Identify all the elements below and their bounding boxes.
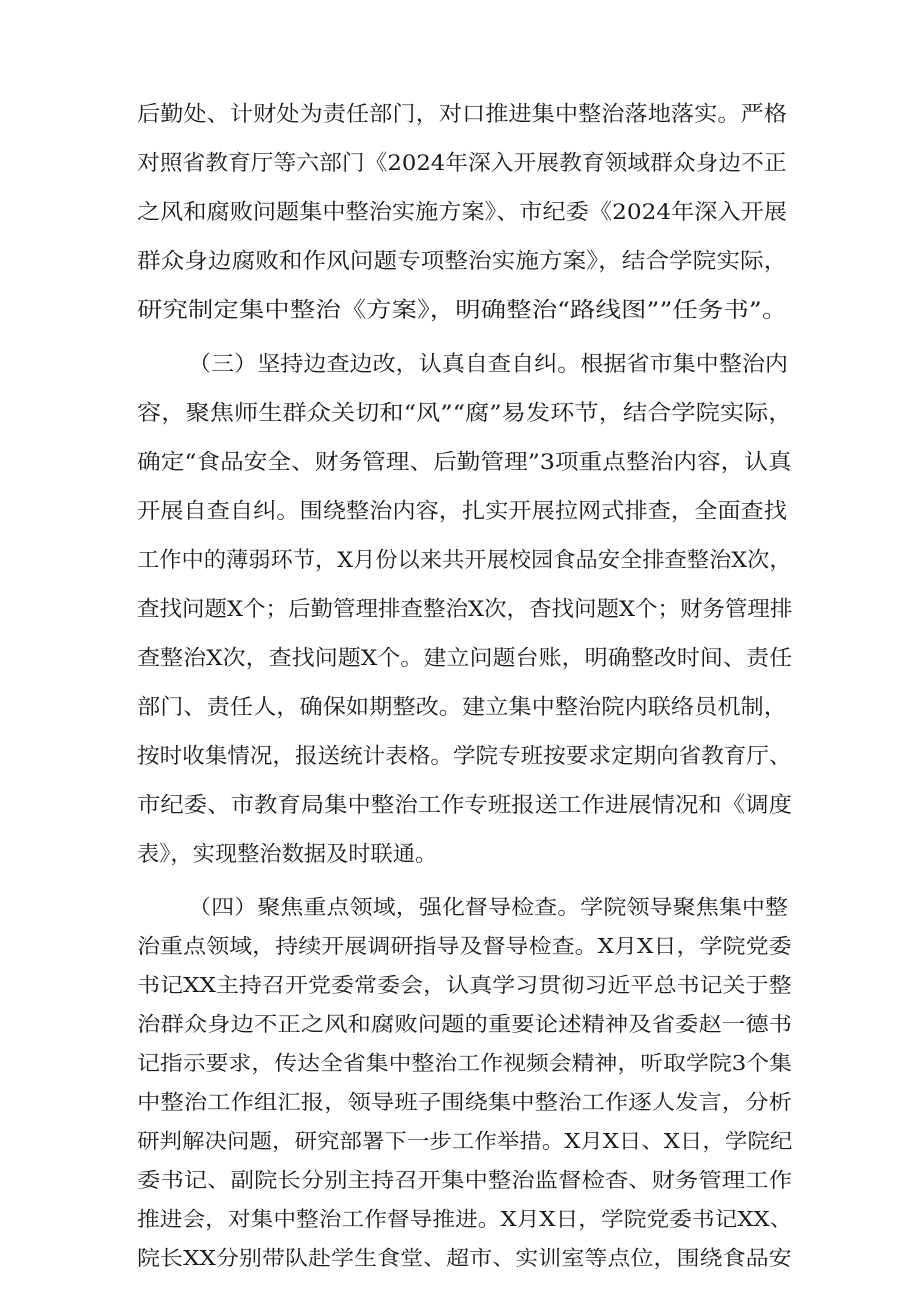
text-line: 之风和腐败问题集中整治实施方案》、市纪委《2024年深入开展 <box>137 200 787 225</box>
text-line: 记指示要求，传达全省集中整治工作视频会精神，听取学院3个集 <box>137 1051 793 1075</box>
text-line: 开展自查自纠。围绕整治内容，扎实开展拉网式排查，全面查找 <box>137 499 787 524</box>
text-line: 工作中的薄弱环节，X月份以来共开展校园食品安全排查整治X次， <box>137 548 792 573</box>
text-line: 按时收集情况，报送统计表格。学院专班按要求定期向省教育厅、 <box>137 744 792 769</box>
text-line: 对照省教育厅等六部门《2024年深入开展教育领域群众身边不正 <box>137 151 787 176</box>
text-line: 群众身边腐败和作风问题专项整治实施方案》，结合学院实际， <box>137 249 788 274</box>
text-line: 研判解决问题，研究部署下一步工作举措。X月X日、X日，学院纪 <box>137 1129 793 1153</box>
text-line: 书记XX主持召开党委常委会，认真学习贯彻习近平总书记关于整 <box>137 973 792 997</box>
text-line: 查找问题X个；后勤管理排查整治X次，杳找问题X个；财务管理排 <box>137 597 793 622</box>
text-line: 推进会，对集中整治工作督导推进。X月X日，学院党委书记XX、 <box>137 1207 793 1231</box>
text-line: 治群众身边不正之风和腐败问题的重要论述精神及省委赵一德书 <box>137 1012 792 1036</box>
text-line: 后勤处、计财处为责任部门，对口推进集中整治落地落实。严格 <box>137 102 787 127</box>
text-line: 容，聚焦师生群众关切和“风”“腐”易发环节，结合学院实际， <box>137 401 793 426</box>
text-line: 治重点领域，持续开展调研指导及督导检查。X月X日，学院党委 <box>137 934 792 958</box>
text-line: 部门、责任人，确保如期整改。建立集中整治院内联络员机制， <box>137 695 787 720</box>
section-heading-line: （三）坚持边查边改，认真自查自纠。根据省市集中整治内 <box>188 352 788 377</box>
text-line: 中整治工作组汇报，领导班子围绕集中整治工作逐人发言，分析 <box>137 1090 792 1114</box>
text-line: 委书记、副院长分别主持召开集中整治监督检杳、财务管理工作 <box>137 1168 792 1192</box>
text-line: 确定“食品安全、财务管理、后勤管理”3项重点整治内容，认真 <box>137 450 792 475</box>
text-line: 表》，实现整治数据及时联通。 <box>137 842 438 867</box>
text-line: 查整治X次，查找问题X个。建立问题台账，明确整改时间、责任 <box>137 646 793 671</box>
text-line: 院长XX分别带队赴学生食堂、超市、实训室等点位，围绕食品安 <box>137 1246 792 1270</box>
text-line: 市纪委、市教育局集中整治工作专班报送工作进展情况和《调度 <box>137 793 792 818</box>
text-line: 研究制定集中整治《方案》，明确整治“路线图””任务书”。 <box>137 298 788 323</box>
section-heading-line: （四）聚焦重点领域，强化督导检查。学院领导聚焦集中整 <box>188 895 788 919</box>
